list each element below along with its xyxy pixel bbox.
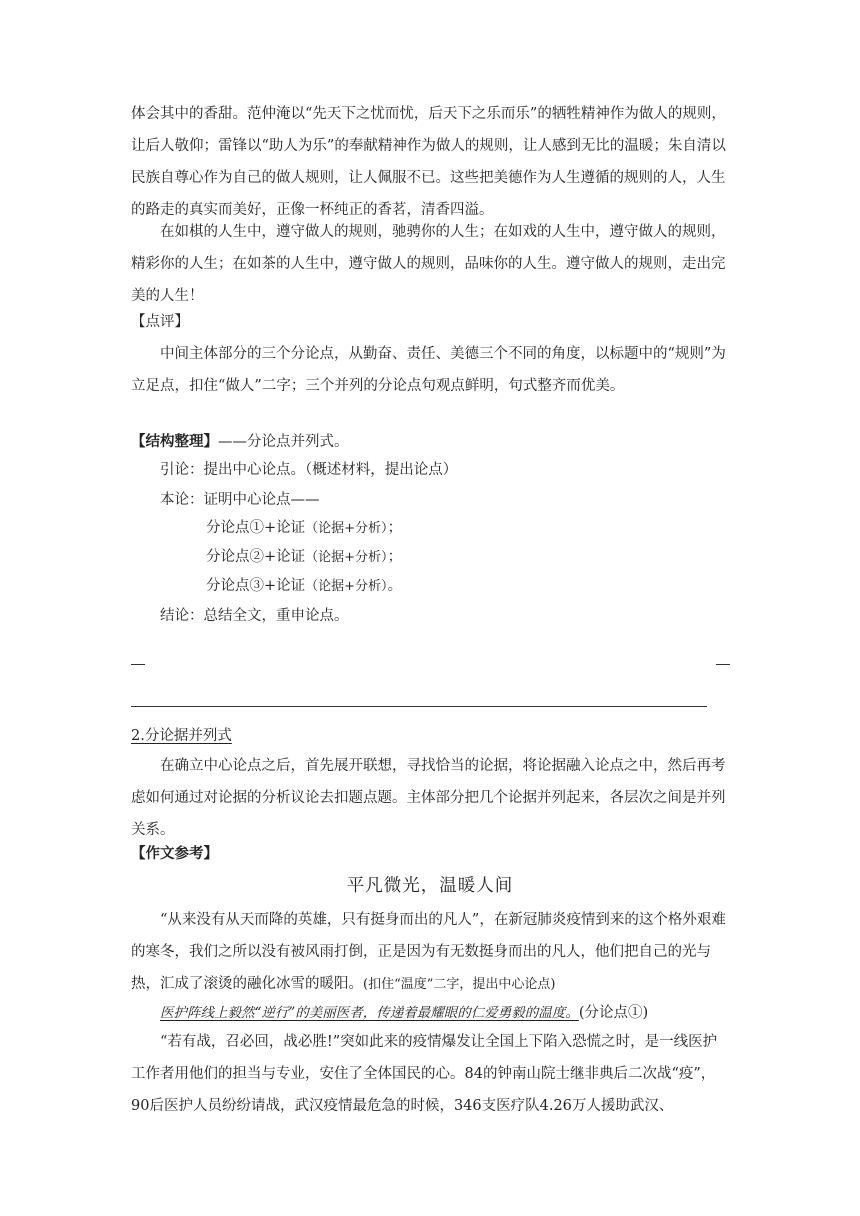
structure-point-2 (206, 542, 402, 573)
structure-point-1 (206, 513, 402, 544)
structure-conclusion: 结论：总结全文，重申论点。 (160, 608, 349, 624)
paragraph-virtue-examples: 体会其中的香甜。范仲淹以“先天下之忧而忧，后天下之乐而乐”的牺牲精神作为做人的规则，让后人敬仰；雷锋以“助人为乐”的奉献精神作为做人的规则，让人感到无比的温暖；朱自清以民族自尊心作为自己的做人规则，让人佩服不已。这些把美德作为人生遵循的规则的人，人生的路走的真实而美好，正像一杯纯正的香茗，清香四溢。 (131, 106, 726, 218)
point-3-note: （论据+分析） (305, 579, 388, 594)
structure-point-3 (206, 571, 402, 602)
paragraph-essay-conclusion: 在如棋的人生中，遵守做人的规则，驰骋你的人生；在如戏的人生中，遵守做人的规则，精彩你的人生；在如茶的人生中，遵守做人的规则，品味你的人生。遵守做人的规则，走出完美的人生！ (131, 224, 726, 304)
essay-para-1-note: (扣住“温度”二字，提出中心论点) (363, 977, 556, 992)
point-2-end: ； (387, 549, 403, 565)
essay-para-1 (131, 904, 731, 1001)
point-2-main: 分论点②+论证 (206, 549, 306, 565)
point-3-main: 分论点③+论证 (206, 578, 306, 594)
essay-para-2: “若有战，召必回，战必胜!”突如此来的疫情爆发让全国上下陷入恐慌之时，是一线医护工作者用他们的担当与专业，安住了全体国民的心。84的钟南山院士继非典后二次战“疫”，90后医护人员纷纷请战，武汉疫情最危急的时候，346支医疗队4.26万人援助武汉、 (131, 1034, 718, 1114)
point-2-note: （论据+分析） (305, 550, 388, 565)
section2-text: 在确立中心论点之后，首先展开联想，寻找恰当的论据，将论据融入论点之中，然后再考虑如何通过对论据的分析议论去扣题点题。主体部分把几个论据并列起来，各层次之间是并列关系。 (131, 758, 726, 838)
essay-point-1-text: 医护阵线上毅然“逆行”的美丽医者，传递着最耀眼的仁爱勇毅的温度。 (160, 1005, 579, 1021)
review-text: 中间主体部分的三个分论点，从勤奋、责任、美德三个不同的角度，以标题中的“规则”为立足点，扣住“做人”二字；三个并列的分论点句观点鲜明，句式整齐而优美。 (131, 346, 726, 394)
review-label: 【点评】 (131, 314, 189, 330)
point-1-main: 分论点①+论证 (206, 520, 306, 536)
structure-heading (131, 426, 349, 458)
section2-heading: 2.分论据并列式 (131, 728, 232, 744)
essay-point-1-note: (分论点①) (578, 1005, 649, 1021)
structure-body: 本论：证明中心论点—— (160, 492, 320, 508)
structure-label: 【结构整理】 (131, 433, 218, 450)
point-1-note: （论据+分析） (305, 521, 388, 536)
essay-point-1 (160, 998, 648, 1028)
essay-title: 平凡微光，温暖人间 (346, 876, 514, 896)
point-1-end: ； (387, 520, 403, 536)
divider-right-stub (716, 664, 730, 665)
structure-label-suffix: ——分论点并列式。 (218, 434, 349, 450)
divider-line (131, 706, 707, 707)
essay-para-1-text: “从来没有从天而降的英雄，只有挺身而出的凡人”，在新冠肺炎疫情到来的这个格外艰难的寒冬，我们之所以没有被风雨打倒，正是因为有无数挺身而出的凡人，他们把自己的光与热，汇成了滚烫的融化冰雪的暖阳。 (131, 912, 726, 992)
essay-ref-label: 【作文参考】 (131, 845, 218, 862)
point-3-end: 。 (387, 578, 403, 594)
structure-intro: 引论：提出中心论点。（概述材料，提出论点） (160, 462, 458, 478)
divider-left-stub (131, 664, 145, 665)
